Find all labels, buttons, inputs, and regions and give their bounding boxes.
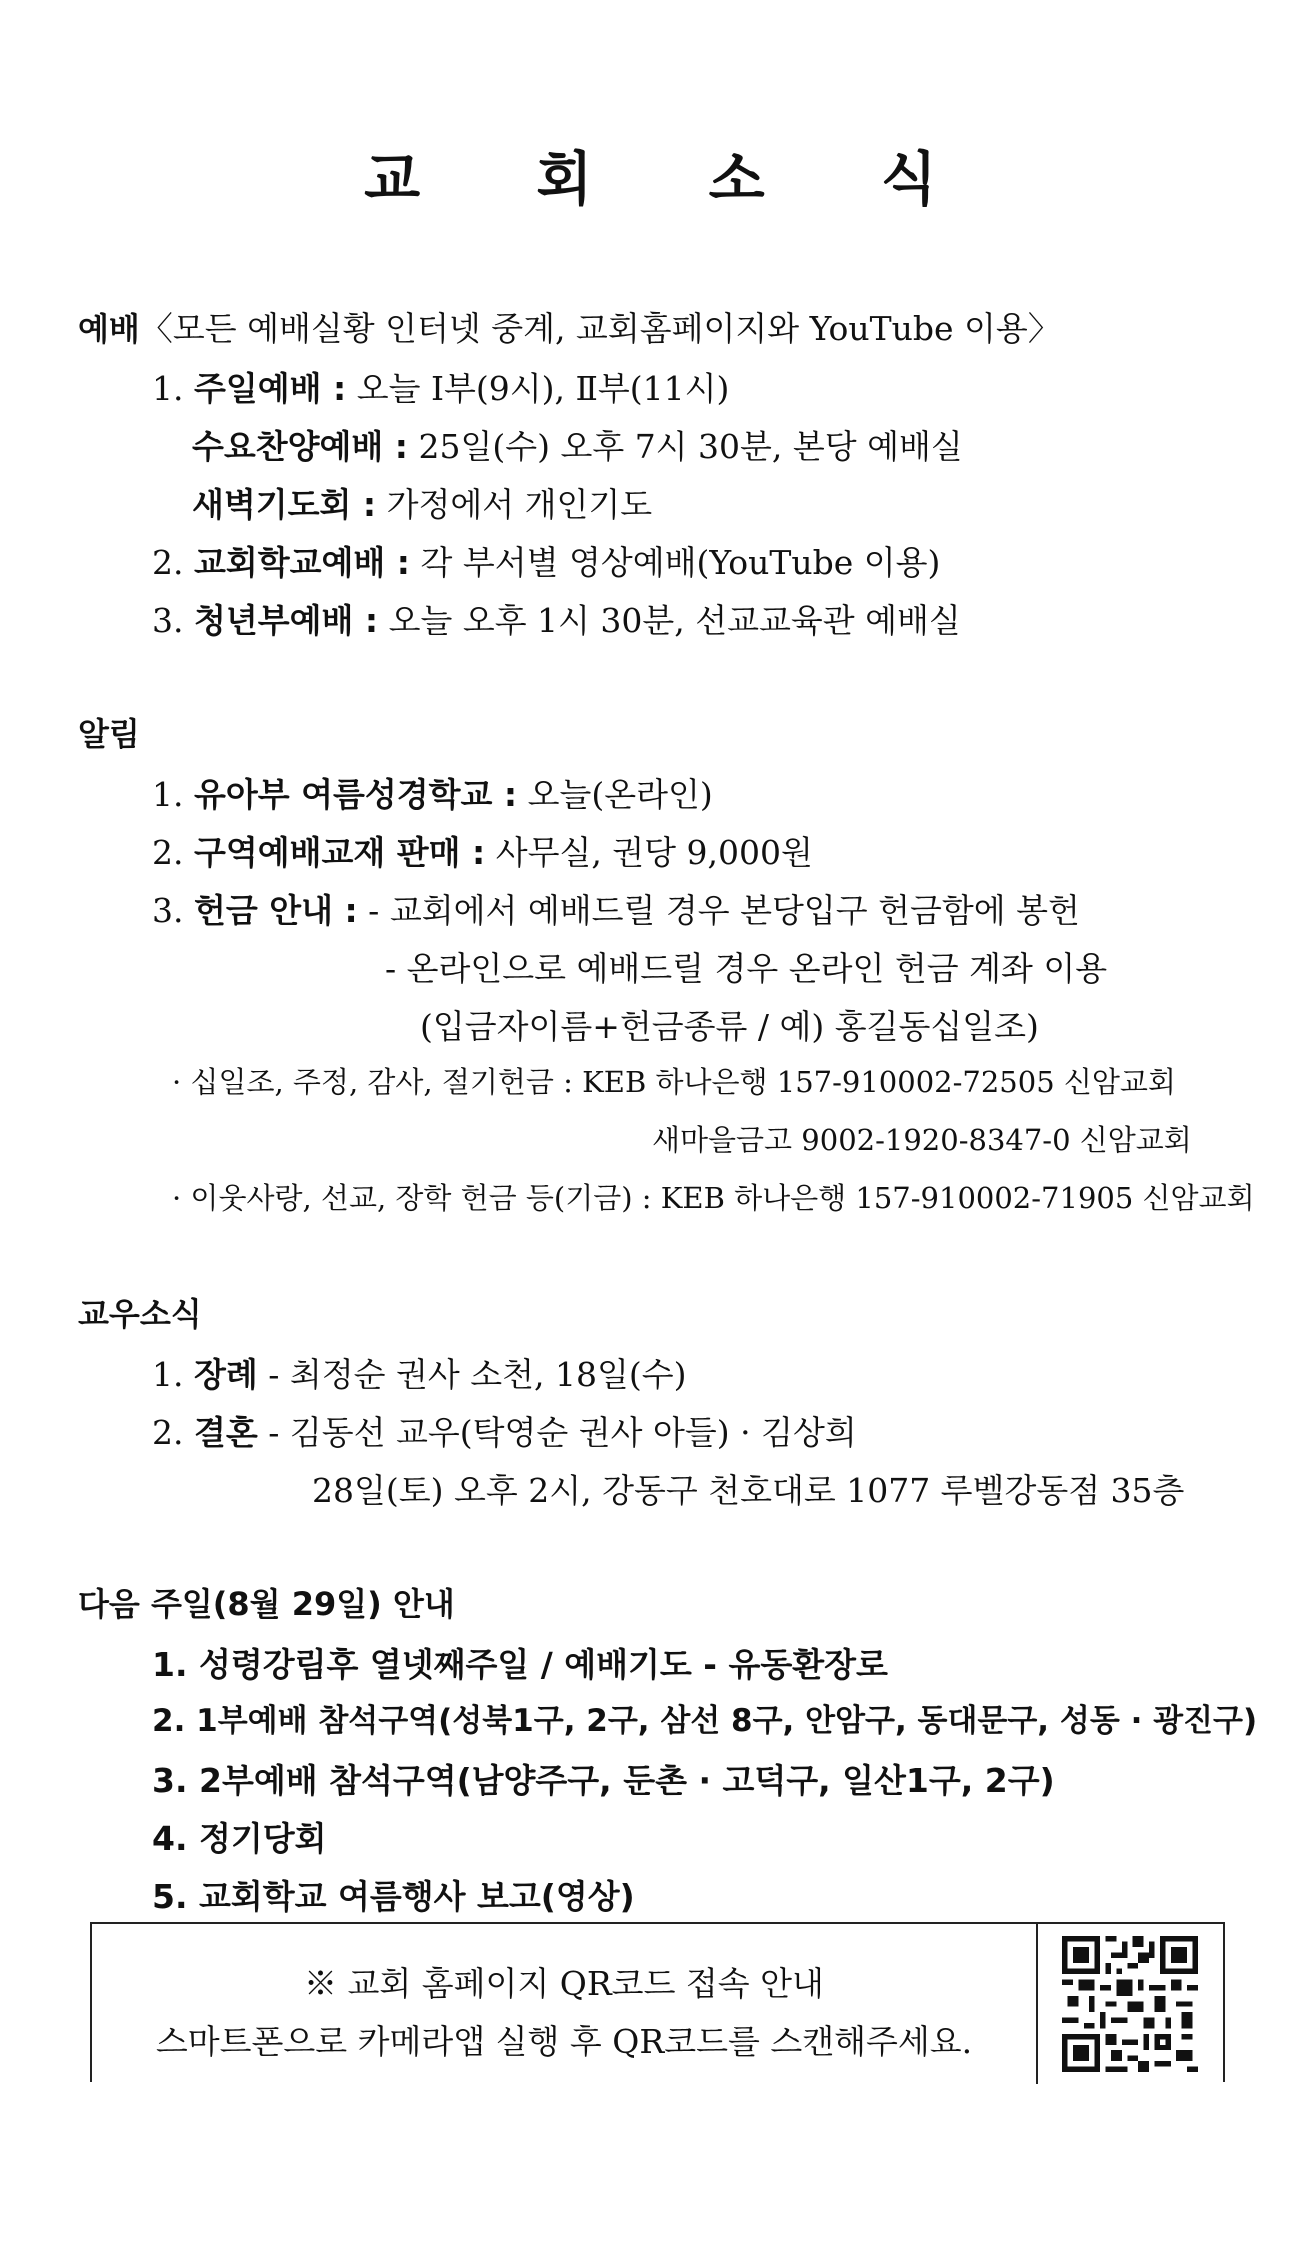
item-text: 각 부서별 영상예배(YouTube 이용) [409, 543, 941, 582]
worship-note: 〈모든 예배실황 인터넷 중계, 교회홈페이지와 YouTube 이용〉 [139, 309, 1061, 348]
item-text: 사무실, 권당 9,000원 [485, 833, 813, 872]
next-item-3: 3. 2부예배 참석구역(남양주구, 둔촌 · 고덕구, 일산1구, 2구) [152, 1761, 1055, 1800]
page-title: 교 회 소 식 [364, 145, 985, 213]
qr-instruction: 스마트폰으로 카메라앱 실행 후 QR코드를 스캔해주세요. [155, 2022, 973, 2061]
notice-item-3-online: - 온라인으로 예배드릴 경우 온라인 헌금 계좌 이용 [385, 949, 1108, 988]
item-number: 1. [152, 1355, 184, 1394]
next-item-2: 2. 1부예배 참석구역(성북1구, 2구, 삼선 8구, 안암구, 동대문구, 성동 · 광진구) [152, 1703, 1258, 1739]
notice-item-3 [152, 891, 1080, 930]
worship-section [78, 309, 1061, 348]
item-label: 헌금 안내 : [194, 891, 358, 930]
members-item-2 [152, 1413, 857, 1452]
item-label: 유아부 여름성경학교 : [194, 775, 518, 814]
worship-item-2 [152, 543, 941, 582]
item-text: - 김동선 교우(탁영순 권사 아들) · 김상희 [257, 1413, 857, 1452]
item-text: 25일(수) 오후 7시 30분, 본당 예배실 [407, 427, 963, 466]
worship-heading: 예배 [78, 310, 140, 348]
qr-info-box [90, 1922, 1225, 2082]
members-heading: 교우소식 [78, 1295, 202, 1333]
notice-heading: 알림 [78, 715, 140, 753]
qr-title: ※ 교회 홈페이지 QR코드 접속 안내 [304, 1964, 824, 2003]
item-number: 3. [152, 891, 184, 930]
item-text: 오늘 오후 1시 30분, 선교교육관 예배실 [378, 601, 961, 640]
item-text: 오늘 Ⅰ부(9시), Ⅱ부(11시) [346, 369, 730, 408]
notice-item-1 [152, 775, 713, 814]
item-number: 1. [152, 775, 184, 814]
item-number: 2. [152, 543, 184, 582]
item-number: 3. [152, 601, 184, 640]
next-item-5: 5. 교회학교 여름행사 보고(영상) [152, 1877, 635, 1916]
account-tithe-saemaeul: 새마을금고 9002-1920-8347-0 신암교회 [652, 1123, 1192, 1157]
item-number: 2. [152, 833, 184, 872]
item-label: 장례 [194, 1355, 258, 1394]
item-label: 주일예배 : [194, 369, 347, 408]
next-item-4: 4. 정기당회 [152, 1819, 327, 1858]
next-sunday-heading: 다음 주일(8월 29일) 안내 [78, 1585, 455, 1623]
item-text: - 최정순 권사 소천, 18일(수) [257, 1355, 687, 1394]
item-label: 새벽기도회 : [192, 485, 377, 524]
next-item-1: 1. 성령강림후 열넷째주일 / 예배기도 - 유동환장로 [152, 1645, 888, 1684]
worship-item-1 [152, 369, 730, 408]
item-label: 청년부예배 : [194, 601, 379, 640]
account-tithe: · 십일조, 주정, 감사, 절기헌금 : KEB 하나은행 157-910002-72505 신암교회 [172, 1065, 1176, 1099]
worship-item-3 [152, 601, 961, 640]
item-number: 1. [152, 369, 184, 408]
item-label: 수요찬양예배 : [192, 427, 408, 466]
qr-divider [1036, 1924, 1038, 2084]
worship-item-dawn [192, 485, 653, 524]
notice-item-2 [152, 833, 813, 872]
item-text: 오늘(온라인) [517, 775, 713, 814]
item-label: 결혼 [194, 1413, 258, 1452]
item-text: - 교회에서 예배드릴 경우 본당입구 헌금함에 봉헌 [357, 891, 1080, 930]
notice-item-3-format: (입금자이름+헌금종류 / 예) 홍길동십일조) [420, 1007, 1039, 1046]
members-item-2-details: 28일(토) 오후 2시, 강동구 천호대로 1077 루벨강동점 35층 [312, 1471, 1185, 1510]
qr-code-icon[interactable] [1062, 1936, 1198, 2072]
item-number: 2. [152, 1413, 184, 1452]
item-label: 구역예배교재 판매 : [194, 833, 486, 872]
worship-item-wednesday [192, 427, 963, 466]
members-item-1 [152, 1355, 687, 1394]
item-label: 교회학교예배 : [194, 543, 410, 582]
account-fund: · 이웃사랑, 선교, 장학 헌금 등(기금) : KEB 하나은행 157-910002-71905 신암교회 [172, 1181, 1255, 1215]
item-text: 가정에서 개인기도 [376, 485, 653, 524]
